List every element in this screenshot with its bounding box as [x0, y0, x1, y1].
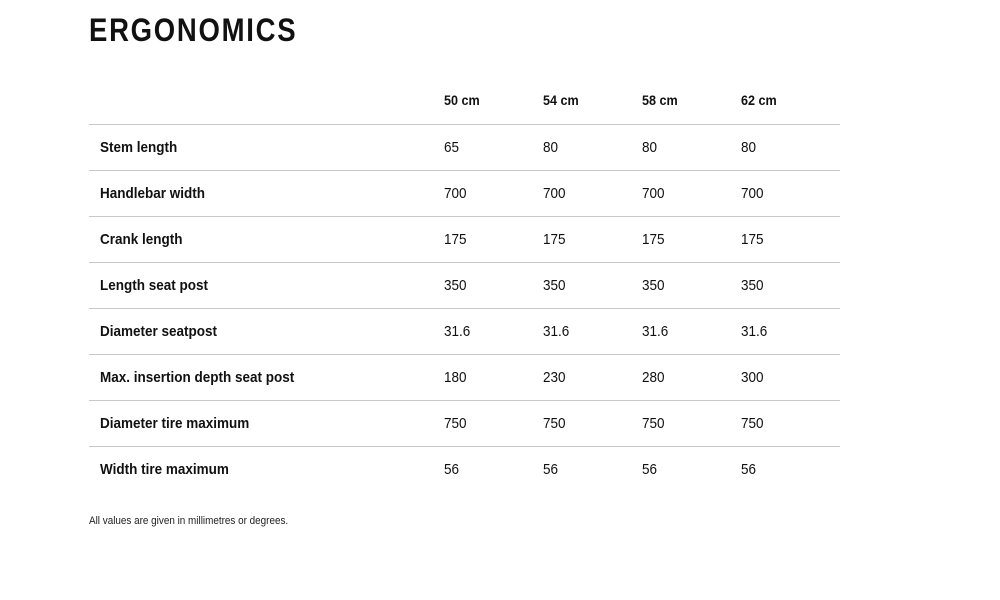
table-cell: 31.6 [642, 322, 669, 340]
table-header [89, 77, 840, 124]
table-cell: 750 [741, 414, 764, 432]
table-cell: 230 [543, 368, 566, 386]
table-cell: 280 [642, 368, 665, 386]
row-label-diameter-tire-maximum: Diameter tire maximum [100, 414, 250, 432]
table-cell: 750 [444, 414, 467, 432]
table-row [89, 308, 840, 354]
units-footnote: All values are given in millimetres or degrees. [89, 515, 289, 527]
table-row [89, 262, 840, 308]
size-header-54: 54 cm [543, 92, 579, 109]
table-row [89, 446, 840, 492]
table-cell: 56 [444, 460, 460, 478]
table-cell: 31.6 [741, 322, 768, 340]
table-cell: 350 [444, 276, 467, 294]
table-cell: 80 [642, 138, 658, 156]
table-cell: 175 [543, 230, 566, 248]
row-label-crank-length: Crank length [100, 230, 183, 248]
row-label-width-tire-maximum: Width tire maximum [100, 460, 229, 478]
table-cell: 80 [543, 138, 559, 156]
table-cell: 56 [642, 460, 658, 478]
table-cell: 31.6 [444, 322, 471, 340]
table-cell: 56 [741, 460, 757, 478]
table-cell: 700 [543, 184, 566, 202]
table-cell: 56 [543, 460, 559, 478]
table-cell: 700 [642, 184, 665, 202]
size-header-62: 62 cm [741, 92, 777, 109]
table-cell: 80 [741, 138, 757, 156]
row-label-stem-length: Stem length [100, 138, 178, 156]
ergonomics-table [89, 77, 840, 492]
row-label-diameter-seatpost: Diameter seatpost [100, 322, 218, 340]
table-cell: 350 [543, 276, 566, 294]
section-title: ERGONOMICS [89, 12, 298, 48]
table-row [89, 170, 840, 216]
table-cell: 31.6 [543, 322, 570, 340]
size-header-58: 58 cm [642, 92, 678, 109]
table-cell: 65 [444, 138, 460, 156]
table-row [89, 354, 840, 400]
table-cell: 300 [741, 368, 764, 386]
header-row [89, 77, 840, 124]
row-label-handlebar-width: Handlebar width [100, 184, 206, 202]
table-row [89, 216, 840, 262]
table-cell: 750 [642, 414, 665, 432]
table-row [89, 124, 840, 170]
table-cell: 350 [741, 276, 764, 294]
row-label-length-seat-post: Length seat post [100, 276, 209, 294]
header-corner [89, 77, 444, 124]
table-cell: 350 [642, 276, 665, 294]
table-cell: 750 [543, 414, 566, 432]
row-label-max-insertion-depth: Max. insertion depth seat post [100, 368, 295, 386]
table-cell: 175 [444, 230, 467, 248]
table-cell: 700 [741, 184, 764, 202]
table-cell: 175 [741, 230, 764, 248]
table-row [89, 400, 840, 446]
table-cell: 180 [444, 368, 467, 386]
table-cell: 700 [444, 184, 467, 202]
table-body [89, 124, 840, 492]
table-cell: 175 [642, 230, 665, 248]
size-header-50: 50 cm [444, 92, 480, 109]
